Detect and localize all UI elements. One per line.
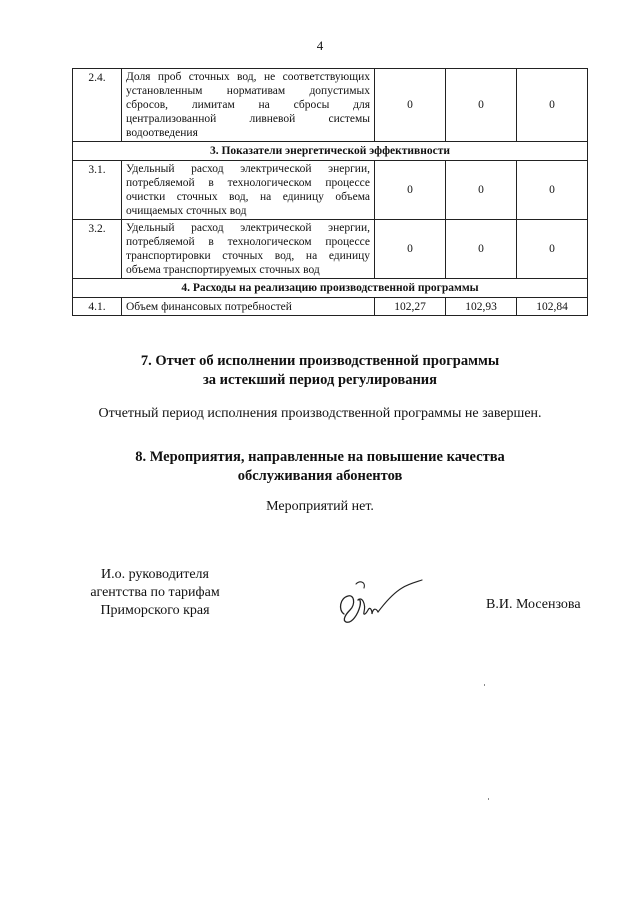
section-heading-3: 3. Показатели энергетической эффективности [73,142,588,161]
row-description: Удельный расход электрической энергии, потребляемой в технологическом процессе транспортировки сточных вод, на единицу объема транспортируемых сточных вод [122,220,375,279]
row-value-1: 0 [375,220,446,279]
row-value-2: 102,93 [446,298,517,316]
row-value-3: 0 [517,220,588,279]
section-7-heading-line1: 7. Отчет об исполнении производственной программы [140,353,500,369]
section-7-heading [0,352,640,390]
row-value-1: 0 [375,161,446,220]
table-row [73,220,588,279]
page-number: 4 [316,38,324,53]
row-value-1: 0 [375,69,446,142]
row-number: 3.1. [73,161,122,220]
section-7-heading-line2: за истекший период регулирования [202,372,438,388]
row-value-3: 102,84 [517,298,588,316]
section-8-heading-line1: 8. Мероприятия, направленные на повышение качества [135,449,505,465]
signatory-title-line3: Приморского края [100,603,210,618]
table-row [73,161,588,220]
table-row [73,298,588,316]
row-number: 4.1. [73,298,122,316]
row-number: 3.2. [73,220,122,279]
row-value-3: 0 [517,69,588,142]
section-8-text: Мероприятий нет. [266,499,374,514]
scan-artifact [484,684,485,686]
handwritten-signature [330,570,430,630]
section-row [73,279,588,298]
signatory-title [70,566,240,620]
scan-artifact [488,798,489,800]
row-value-1: 102,27 [375,298,446,316]
signatory-title-line2: агентства по тарифам [90,585,220,600]
indicators-table [72,68,588,316]
row-value-2: 0 [446,220,517,279]
row-description: Объем финансовых потребностей [122,298,375,316]
row-description: Доля проб сточных вод, не соответствующих установленным нормативам допустимых сбросов, лимитам на сбросы для централизованной ливневой системы водоотведения [122,69,375,142]
row-value-2: 0 [446,69,517,142]
section-7-text: Отчетный период исполнения производственной программы не завершен. [98,406,542,421]
section-heading-4: 4. Расходы на реализацию производственной программы [73,279,588,298]
row-description: Удельный расход электрической энергии, потребляемой в технологическом процессе очистки сточных вод, на единицу объема очищаемых сточных вод [122,161,375,220]
section-8-heading-line2: обслуживания абонентов [237,468,403,484]
row-value-3: 0 [517,161,588,220]
row-number: 2.4. [73,69,122,142]
signatory-title-line1: И.о. руководителя [100,567,209,582]
row-value-2: 0 [446,161,517,220]
section-8-heading [0,448,640,486]
table-row [73,69,588,142]
section-row [73,142,588,161]
signatory-name: В.И. Мосензова [486,597,581,612]
